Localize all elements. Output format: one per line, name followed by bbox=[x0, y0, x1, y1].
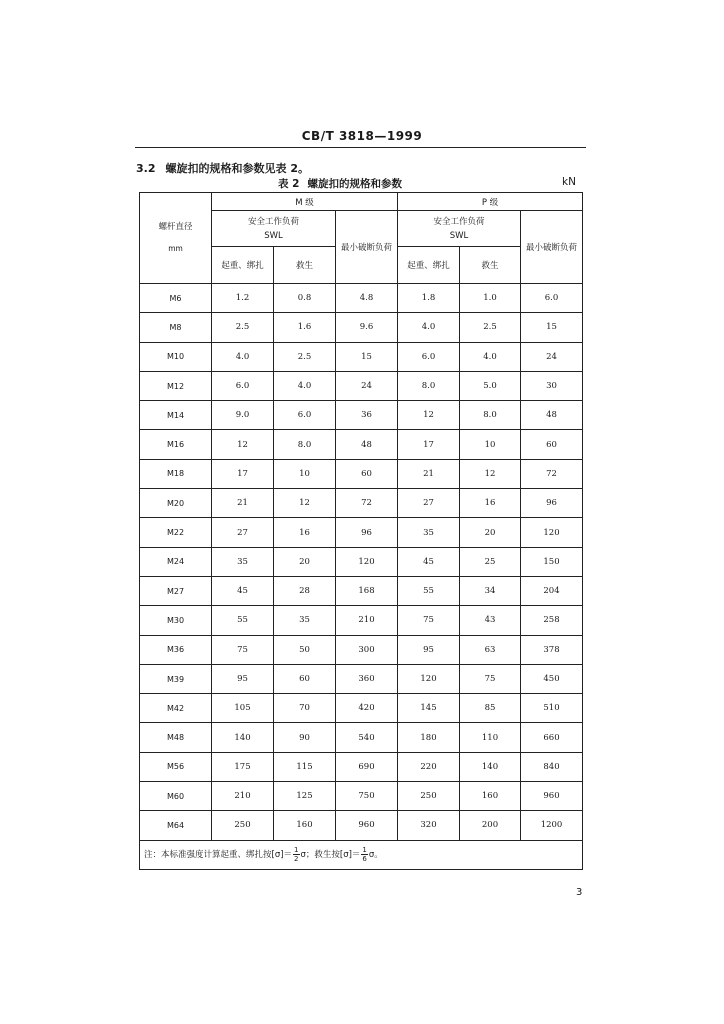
value-cell: 660 bbox=[521, 723, 583, 752]
table-row bbox=[140, 606, 583, 635]
value-cell: 28 bbox=[274, 576, 336, 605]
diameter-unit: mm bbox=[168, 244, 183, 253]
table-body bbox=[140, 284, 583, 870]
value-cell: 540 bbox=[336, 723, 398, 752]
value-cell: 378 bbox=[521, 635, 583, 664]
value-cell: 360 bbox=[336, 664, 398, 693]
table-caption-number: 表 2 bbox=[278, 178, 300, 190]
note-sigma-end: σ bbox=[368, 850, 375, 861]
value-cell: 75 bbox=[398, 606, 460, 635]
size-cell: M12 bbox=[140, 371, 212, 400]
value-cell: 960 bbox=[336, 811, 398, 840]
value-cell: 96 bbox=[521, 489, 583, 518]
table-row bbox=[140, 547, 583, 576]
value-cell: 2.5 bbox=[460, 313, 521, 342]
table-row bbox=[140, 342, 583, 371]
grade-m-header: M 级 bbox=[212, 193, 398, 211]
value-cell: 90 bbox=[274, 723, 336, 752]
value-cell: 125 bbox=[274, 782, 336, 811]
size-cell: M16 bbox=[140, 430, 212, 459]
table-row bbox=[140, 313, 583, 342]
swl-p-header bbox=[398, 211, 521, 247]
value-cell: 60 bbox=[521, 430, 583, 459]
value-cell: 24 bbox=[521, 342, 583, 371]
section-text: 螺旋扣的规格和参数见表 2。 bbox=[165, 162, 309, 175]
value-cell: 12 bbox=[398, 401, 460, 430]
value-cell: 48 bbox=[336, 430, 398, 459]
value-cell: 95 bbox=[398, 635, 460, 664]
value-cell: 45 bbox=[398, 547, 460, 576]
value-cell: 140 bbox=[460, 752, 521, 781]
table-caption bbox=[278, 176, 402, 191]
swl-m-sub: SWL bbox=[264, 230, 283, 241]
size-cell: M42 bbox=[140, 694, 212, 723]
value-cell: 12 bbox=[274, 489, 336, 518]
size-cell: M8 bbox=[140, 313, 212, 342]
fraction-denominator: 6 bbox=[362, 855, 367, 864]
table-row bbox=[140, 459, 583, 488]
table-row bbox=[140, 811, 583, 840]
value-cell: 35 bbox=[398, 518, 460, 547]
fraction-numerator: 1 bbox=[294, 846, 299, 855]
value-cell: 4.0 bbox=[212, 342, 274, 371]
table-row bbox=[140, 401, 583, 430]
value-cell: 8.0 bbox=[460, 401, 521, 430]
value-cell: 48 bbox=[521, 401, 583, 430]
value-cell: 17 bbox=[398, 430, 460, 459]
value-cell: 320 bbox=[398, 811, 460, 840]
swl-m-label: 安全工作负荷 bbox=[247, 216, 299, 227]
value-cell: 250 bbox=[212, 811, 274, 840]
value-cell: 2.5 bbox=[274, 342, 336, 371]
value-cell: 9.0 bbox=[212, 401, 274, 430]
value-cell: 175 bbox=[212, 752, 274, 781]
value-cell: 300 bbox=[336, 635, 398, 664]
value-cell: 4.0 bbox=[460, 342, 521, 371]
value-cell: 120 bbox=[336, 547, 398, 576]
size-cell: M20 bbox=[140, 489, 212, 518]
size-cell: M36 bbox=[140, 635, 212, 664]
fraction-denominator: 2 bbox=[294, 855, 299, 864]
value-cell: 450 bbox=[521, 664, 583, 693]
value-cell: 510 bbox=[521, 694, 583, 723]
table-row bbox=[140, 430, 583, 459]
value-cell: 1.6 bbox=[274, 313, 336, 342]
table-row bbox=[140, 284, 583, 313]
value-cell: 160 bbox=[274, 811, 336, 840]
swl-p-sub: SWL bbox=[449, 230, 469, 241]
note-separator: ；救生按[σ]＝ bbox=[305, 850, 361, 861]
size-cell: M18 bbox=[140, 459, 212, 488]
table-note-row bbox=[140, 840, 583, 869]
value-cell: 210 bbox=[212, 782, 274, 811]
value-cell: 16 bbox=[274, 518, 336, 547]
value-cell: 55 bbox=[212, 606, 274, 635]
value-cell: 17 bbox=[212, 459, 274, 488]
value-cell: 150 bbox=[521, 547, 583, 576]
rescue-m-header: 救生 bbox=[274, 247, 336, 284]
table-row bbox=[140, 518, 583, 547]
value-cell: 16 bbox=[460, 489, 521, 518]
value-cell: 210 bbox=[336, 606, 398, 635]
size-cell: M56 bbox=[140, 752, 212, 781]
value-cell: 4.0 bbox=[398, 313, 460, 342]
value-cell: 750 bbox=[336, 782, 398, 811]
value-cell: 95 bbox=[212, 664, 274, 693]
value-cell: 72 bbox=[521, 459, 583, 488]
note-prefix: 注：本标准强度计算起重、绑扎按[σ]＝ bbox=[144, 850, 293, 861]
value-cell: 258 bbox=[521, 606, 583, 635]
table-row bbox=[140, 371, 583, 400]
min-break-p-header: 最小破断负荷 bbox=[521, 211, 583, 284]
value-cell: 63 bbox=[460, 635, 521, 664]
value-cell: 0.8 bbox=[274, 284, 336, 313]
value-cell: 168 bbox=[336, 576, 398, 605]
section-number: 3.2 bbox=[136, 162, 156, 175]
standard-header: CB/T 3818—1999 bbox=[301, 129, 423, 143]
grade-p-header: P 级 bbox=[398, 193, 583, 211]
value-cell: 10 bbox=[274, 459, 336, 488]
fraction-numerator: 1 bbox=[362, 846, 367, 855]
header-row-grade bbox=[140, 193, 583, 211]
value-cell: 1200 bbox=[521, 811, 583, 840]
value-cell: 27 bbox=[212, 518, 274, 547]
value-cell: 204 bbox=[521, 576, 583, 605]
value-cell: 20 bbox=[460, 518, 521, 547]
value-cell: 140 bbox=[212, 723, 274, 752]
value-cell: 60 bbox=[274, 664, 336, 693]
value-cell: 250 bbox=[398, 782, 460, 811]
table-row bbox=[140, 694, 583, 723]
value-cell: 1.0 bbox=[460, 284, 521, 313]
value-cell: 6.0 bbox=[212, 371, 274, 400]
value-cell: 120 bbox=[521, 518, 583, 547]
fraction-one-sixth bbox=[361, 846, 367, 863]
value-cell: 6.0 bbox=[521, 284, 583, 313]
value-cell: 8.0 bbox=[274, 430, 336, 459]
value-cell: 21 bbox=[212, 489, 274, 518]
value-cell: 960 bbox=[521, 782, 583, 811]
value-cell: 1.2 bbox=[212, 284, 274, 313]
value-cell: 43 bbox=[460, 606, 521, 635]
size-cell: M22 bbox=[140, 518, 212, 547]
size-cell: M24 bbox=[140, 547, 212, 576]
lift-p-header: 起重、绑扎 bbox=[398, 247, 460, 284]
size-cell: M6 bbox=[140, 284, 212, 313]
table-row bbox=[140, 782, 583, 811]
value-cell: 840 bbox=[521, 752, 583, 781]
value-cell: 6.0 bbox=[398, 342, 460, 371]
table-row bbox=[140, 723, 583, 752]
value-cell: 70 bbox=[274, 694, 336, 723]
value-cell: 160 bbox=[460, 782, 521, 811]
value-cell: 690 bbox=[336, 752, 398, 781]
note-sigma: σ bbox=[300, 850, 306, 861]
value-cell: 110 bbox=[460, 723, 521, 752]
swl-p-label: 安全工作负荷 bbox=[433, 216, 485, 227]
size-cell: M39 bbox=[140, 664, 212, 693]
min-break-m-header: 最小破断负荷 bbox=[336, 211, 398, 284]
value-cell: 35 bbox=[212, 547, 274, 576]
size-cell: M64 bbox=[140, 811, 212, 840]
value-cell: 60 bbox=[336, 459, 398, 488]
value-cell: 30 bbox=[521, 371, 583, 400]
value-cell: 50 bbox=[274, 635, 336, 664]
value-cell: 2.5 bbox=[212, 313, 274, 342]
value-cell: 27 bbox=[398, 489, 460, 518]
table-row bbox=[140, 635, 583, 664]
rescue-p-header: 救生 bbox=[460, 247, 521, 284]
value-cell: 21 bbox=[398, 459, 460, 488]
value-cell: 10 bbox=[460, 430, 521, 459]
value-cell: 15 bbox=[336, 342, 398, 371]
value-cell: 220 bbox=[398, 752, 460, 781]
value-cell: 12 bbox=[212, 430, 274, 459]
fraction-one-half bbox=[293, 846, 299, 863]
value-cell: 85 bbox=[460, 694, 521, 723]
value-cell: 55 bbox=[398, 576, 460, 605]
diameter-header bbox=[140, 193, 212, 284]
table-note bbox=[140, 840, 583, 869]
table-caption-title: 螺旋扣的规格和参数 bbox=[307, 178, 402, 190]
value-cell: 20 bbox=[274, 547, 336, 576]
size-cell: M30 bbox=[140, 606, 212, 635]
value-cell: 105 bbox=[212, 694, 274, 723]
value-cell: 180 bbox=[398, 723, 460, 752]
value-cell: 75 bbox=[460, 664, 521, 693]
table-row bbox=[140, 489, 583, 518]
value-cell: 9.6 bbox=[336, 313, 398, 342]
value-cell: 120 bbox=[398, 664, 460, 693]
swl-m-header bbox=[212, 211, 336, 247]
value-cell: 8.0 bbox=[398, 371, 460, 400]
value-cell: 36 bbox=[336, 401, 398, 430]
spec-table bbox=[139, 192, 583, 870]
value-cell: 96 bbox=[336, 518, 398, 547]
header-rule bbox=[135, 147, 586, 148]
value-cell: 200 bbox=[460, 811, 521, 840]
value-cell: 72 bbox=[336, 489, 398, 518]
value-cell: 420 bbox=[336, 694, 398, 723]
value-cell: 25 bbox=[460, 547, 521, 576]
table-row bbox=[140, 752, 583, 781]
value-cell: 6.0 bbox=[274, 401, 336, 430]
page-number: 3 bbox=[576, 887, 583, 898]
diameter-label: 螺杆直径 bbox=[158, 222, 193, 232]
table-row bbox=[140, 576, 583, 605]
value-cell: 4.0 bbox=[274, 371, 336, 400]
value-cell: 24 bbox=[336, 371, 398, 400]
size-cell: M48 bbox=[140, 723, 212, 752]
value-cell: 4.8 bbox=[336, 284, 398, 313]
lift-m-header: 起重、绑扎 bbox=[212, 247, 274, 284]
value-cell: 145 bbox=[398, 694, 460, 723]
value-cell: 5.0 bbox=[460, 371, 521, 400]
table-unit: kN bbox=[562, 176, 576, 188]
table-row bbox=[140, 664, 583, 693]
note-tail: 。 bbox=[374, 850, 383, 861]
value-cell: 45 bbox=[212, 576, 274, 605]
size-cell: M10 bbox=[140, 342, 212, 371]
size-cell: M14 bbox=[140, 401, 212, 430]
value-cell: 34 bbox=[460, 576, 521, 605]
size-cell: M60 bbox=[140, 782, 212, 811]
value-cell: 75 bbox=[212, 635, 274, 664]
value-cell: 12 bbox=[460, 459, 521, 488]
value-cell: 15 bbox=[521, 313, 583, 342]
value-cell: 1.8 bbox=[398, 284, 460, 313]
value-cell: 115 bbox=[274, 752, 336, 781]
value-cell: 35 bbox=[274, 606, 336, 635]
section-paragraph bbox=[136, 160, 309, 176]
size-cell: M27 bbox=[140, 576, 212, 605]
